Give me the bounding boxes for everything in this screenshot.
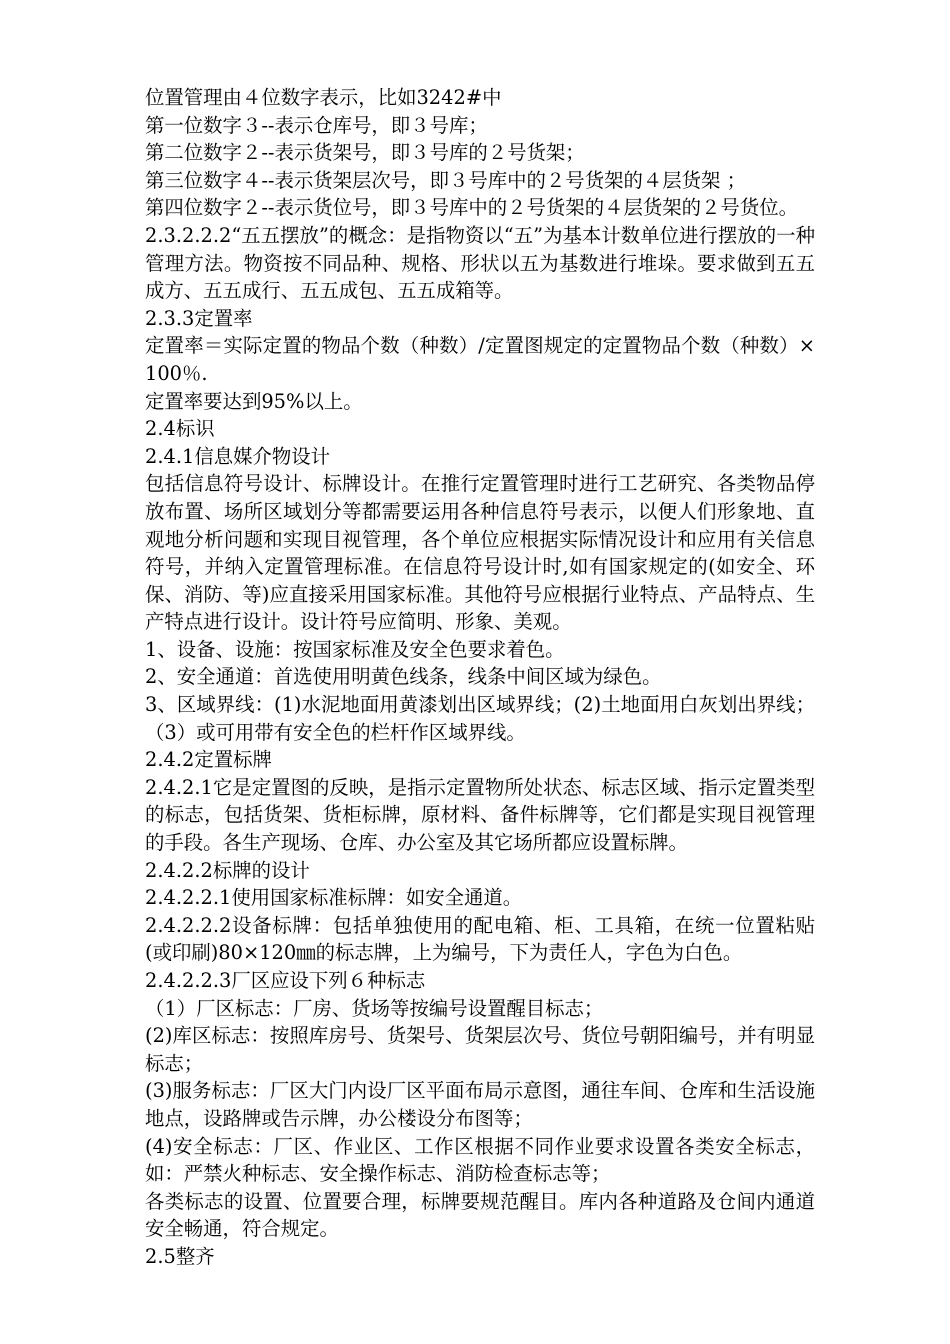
heading-placement-signs: 2.4.2定置标牌 bbox=[145, 748, 272, 772]
list-item-equipment: 1、设备、设施：按国家标准及安全色要求着色。 bbox=[145, 637, 565, 661]
paragraph-digit-2: 第二位数字２--表示货架号，即３号库的２号货架； bbox=[145, 141, 585, 165]
list-item-safety-passage: 2、安全通道：首选使用明黄色线条，线条中间区域为绿色。 bbox=[145, 665, 662, 689]
list-item-warehouse-signs: (2)库区标志：按照库房号、货架号、货架层次号、货位号朝阳编号，并有明显标志； bbox=[145, 1024, 815, 1075]
paragraph-rate-formula: 定置率＝实际定置的物品个数（种数）/定置图规定的定置物品个数（种数）×100％. bbox=[145, 334, 815, 385]
paragraph-digit-1: 第一位数字３--表示仓库号，即３号库； bbox=[145, 113, 488, 137]
list-item-boundary-lines: 3、区域界线：(1)水泥地面用黄漆划出区域界线；(2)土地面用白灰划出界线；（3）或可用带有安全色的栏杆作区域界线。 bbox=[145, 693, 815, 744]
list-item-safety-signs: (4)安全标志：厂区、作业区、工作区根据不同作业要求设置各类安全标志，如：严禁火种标志、安全操作标志、消防检查标志等； bbox=[145, 1134, 815, 1186]
paragraph-location-code: 位置管理由４位数字表示，比如3242#中 bbox=[145, 86, 502, 109]
paragraph-digit-3: 第三位数字４--表示货架层次号，即３号库中的２号货架的４层货架 ； bbox=[145, 168, 746, 192]
paragraph-rate-target: 定置率要达到95%以上。 bbox=[145, 389, 363, 413]
heading-sign-design: 2.4.2.2标牌的设计 bbox=[145, 858, 310, 882]
list-item-plant-signs: （1）厂区标志：厂房、货场等按编号设置醒目标志； bbox=[145, 996, 604, 1020]
paragraph-media-design: 包括信息符号设计、标牌设计。在推行定置管理时进行工艺研究、各类物品停放布置、场所区域划分等都需要运用各种信息符号表示，以便人们形象地、直观地分析问题和实现目视管理，各个单位应根据实际情况设计和应用有关信息符号，并纳入定置管理标准。在信息符号设计时,如有国家规定的(如安全、环保、消防、等)应直接采用国家标准。其他符号应根据行业特点、产品特点、生产特点进行设计。设计符号应简明、形象、美观。 bbox=[145, 472, 815, 634]
document-body bbox=[145, 84, 815, 1271]
heading-placement-rate: 2.3.3定置率 bbox=[145, 306, 253, 330]
list-item-service-signs: (3)服务标志：厂区大门内设厂区平面布局示意图，通往车间、仓库和生活设施地点，设路牌或告示牌，办公楼设分布图等； bbox=[145, 1079, 815, 1130]
heading-identification: 2.4标识 bbox=[145, 417, 215, 441]
paragraph-national-standard-signs: 2.4.2.2.1使用国家标准标牌：如安全通道。 bbox=[145, 886, 523, 910]
heading-tidiness: 2.5整齐 bbox=[145, 1244, 215, 1268]
paragraph-equipment-signs: 2.4.2.2.2设备标牌：包括单独使用的配电箱、柜、工具箱，在统一位置粘贴(或印刷)80×120㎜的标志牌，上为编号，下为责任人，字色为白色。 bbox=[145, 913, 815, 965]
heading-media-design: 2.4.1信息媒介物设计 bbox=[145, 444, 331, 468]
paragraph-sign-placement: 各类标志的设置、位置要合理，标牌要规范醒目。库内各种道路及仓间内通道安全畅通，符合规定。 bbox=[145, 1189, 815, 1241]
paragraph-five-five-placement: 2.3.2.2.2“五五摆放”的概念：是指物资以“五”为基本计数单位进行摆放的一种管理方法。物资按不同品种、规格、形状以五为基数进行堆垛。要求做到五五成方、五五成行、五五成包、五五成箱等。 bbox=[145, 223, 815, 303]
heading-six-signs: 2.4.2.2.3厂区应设下列６种标志 bbox=[145, 969, 426, 992]
paragraph-digit-4: 第四位数字２--表示货位号，即３号库中的２号货架的４层货架的２号货位。 bbox=[145, 196, 798, 220]
paragraph-sign-definition: 2.4.2.1它是定置图的反映，是指示定置物所处状态、标志区域、指示定置类型的标志，包括货架、货柜标牌，原材料、备件标牌等，它们都是实现目视管理的手段。各生产现场、仓库、办公室及其它场所都应设置标牌。 bbox=[145, 775, 815, 855]
